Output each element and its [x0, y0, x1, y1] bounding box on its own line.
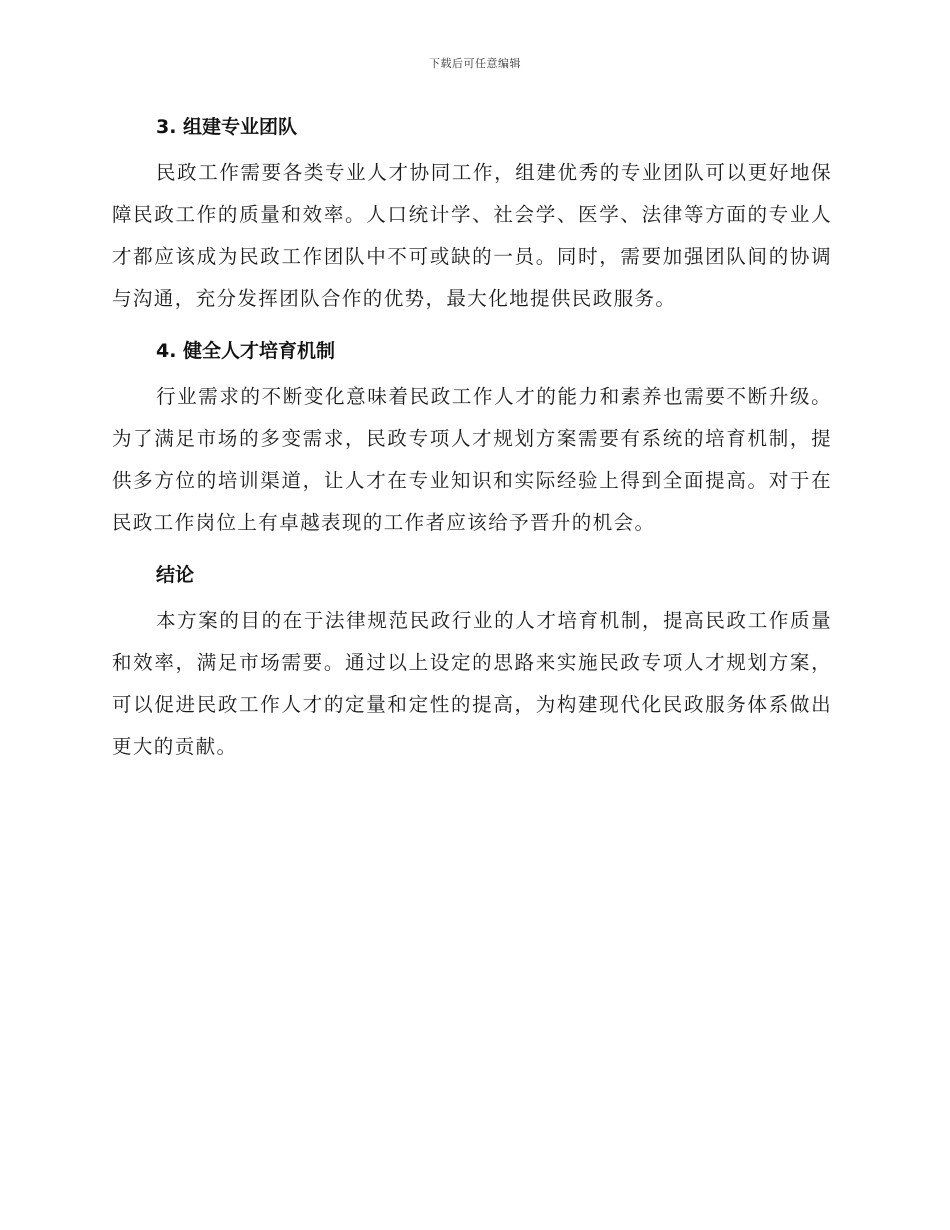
section-paragraph: 行业需求的不断变化意味着民政工作人才的能力和素养也需要不断升级。为了满足市场的多变需求，民政专项人才规划方案需要有系统的培育机制，提供多方位的培训渠道，让人才在专业知识和实际经验上得到全面提高。对于在民政工作岗位上有卓越表现的工作者应该给予晋升的机会。 — [112, 385, 832, 534]
section-conclusion — [112, 556, 832, 768]
section-heading: 4. 健全人才培育机制 — [156, 340, 336, 362]
section-heading: 结论 — [156, 564, 195, 586]
section-talent-cultivation — [112, 332, 832, 544]
section-heading: 3. 组建专业团队 — [156, 116, 298, 138]
section-build-team — [112, 108, 832, 320]
section-paragraph: 本方案的目的在于法律规范民政行业的人才培育机制，提高民政工作质量和效率，满足市场需要。通过以上设定的思路来实施民政专项人才规划方案，可以促进民政工作人才的定量和定性的提高，为构建现代化民政服务体系做出更大的贡献。 — [112, 609, 832, 758]
header-note: 下载后可任意编辑 — [429, 57, 521, 70]
section-paragraph: 民政工作需要各类专业人才协同工作，组建优秀的专业团队可以更好地保障民政工作的质量和效率。人口统计学、社会学、医学、法律等方面的专业人才都应该成为民政工作团队中不可或缺的一员。同时，需要加强团队间的协调与沟通，充分发挥团队合作的优势，最大化地提供民政服务。 — [112, 161, 832, 310]
document-body — [112, 108, 832, 780]
